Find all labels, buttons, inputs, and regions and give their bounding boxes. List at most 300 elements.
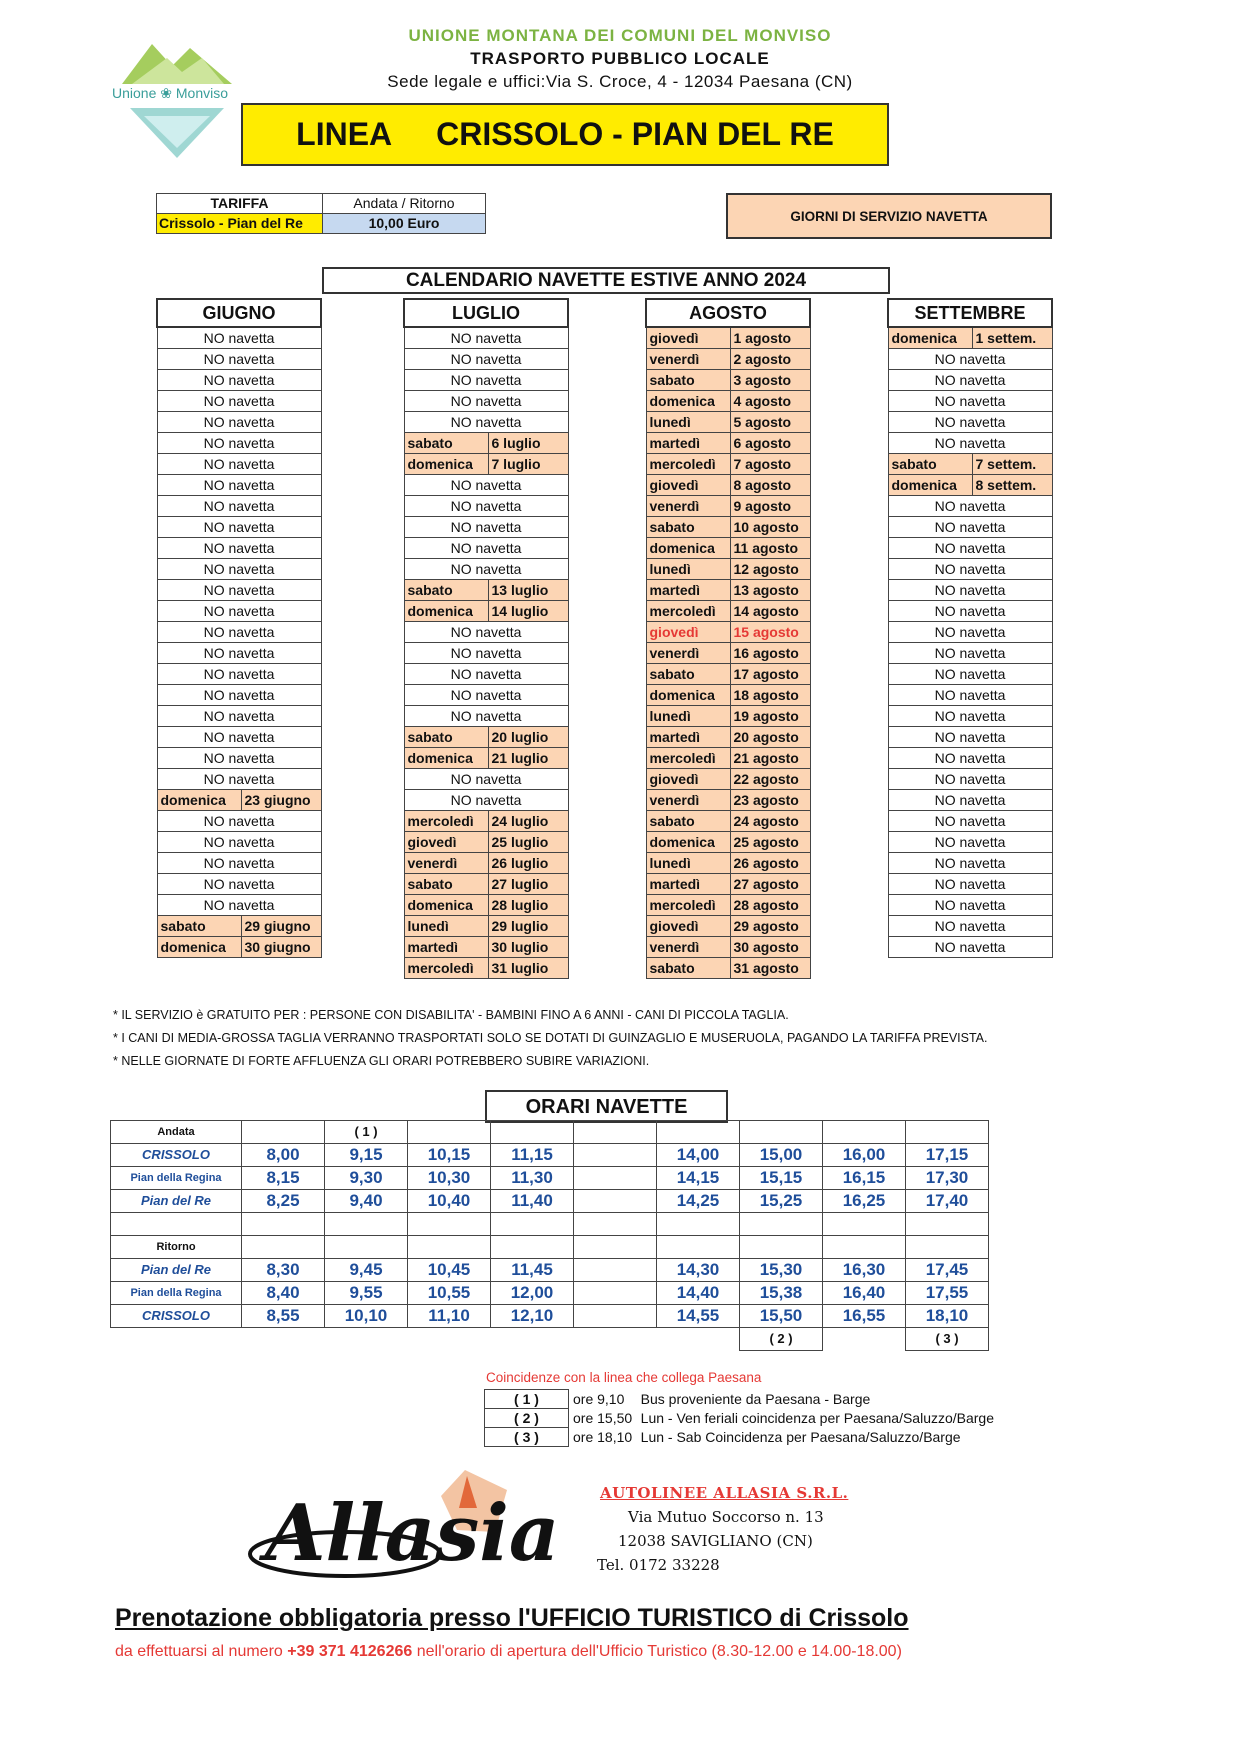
departure-time: 8,55	[242, 1305, 325, 1328]
departure-time: 17,30	[906, 1167, 989, 1190]
calendar-row	[888, 790, 1052, 811]
calendar-row	[404, 349, 568, 370]
weekday-cell: lunedì	[404, 916, 488, 937]
departure-time: 8,30	[242, 1259, 325, 1282]
departure-time: 11,10	[408, 1305, 491, 1328]
calendar-row	[157, 517, 321, 538]
calendar-row	[646, 895, 810, 916]
weekday-cell: martedì	[646, 433, 730, 454]
weekday-cell: domenica	[157, 790, 241, 811]
date-cell: 25 agosto	[730, 832, 810, 853]
calendar-row	[404, 327, 568, 349]
calendar-row	[157, 853, 321, 874]
calendar-row	[646, 580, 810, 601]
calendar-row	[888, 874, 1052, 895]
date-cell: 17 agosto	[730, 664, 810, 685]
calendar-row	[157, 937, 321, 958]
departure-time: 14,25	[657, 1190, 740, 1213]
connection-mark	[906, 1121, 989, 1144]
empty-cell	[657, 1236, 740, 1259]
empty-cell	[823, 1236, 906, 1259]
no-service-cell: NO navetta	[404, 517, 568, 538]
date-cell: 10 agosto	[730, 517, 810, 538]
union-logo	[112, 36, 242, 158]
calendar-row	[646, 853, 810, 874]
calendar-row	[888, 349, 1052, 370]
month-table	[887, 298, 1053, 958]
calendar-row	[646, 643, 810, 664]
weekday-cell: venerdì	[404, 853, 488, 874]
direction-label: Ritorno	[111, 1236, 242, 1259]
connection-mark: ( 1 )	[325, 1121, 408, 1144]
stop-name: Pian della Regina	[111, 1282, 242, 1305]
calendar-row	[888, 454, 1052, 475]
calendar-row	[157, 727, 321, 748]
calendar-row	[646, 559, 810, 580]
calendar-row	[646, 622, 810, 643]
date-cell: 8 settem.	[972, 475, 1052, 496]
date-cell: 23 agosto	[730, 790, 810, 811]
no-service-cell: NO navetta	[157, 895, 321, 916]
date-cell: 13 agosto	[730, 580, 810, 601]
departure-time: 9,30	[325, 1167, 408, 1190]
calendar-row	[888, 685, 1052, 706]
no-service-cell: NO navetta	[157, 832, 321, 853]
calendar-row	[404, 916, 568, 937]
timetable-marks-row	[111, 1328, 989, 1351]
connection-mark	[657, 1328, 740, 1351]
calendar-row	[646, 769, 810, 790]
calendar-row	[404, 790, 568, 811]
weekday-cell: mercoledì	[646, 454, 730, 475]
calendar-row	[888, 391, 1052, 412]
no-service-cell: NO navetta	[888, 916, 1052, 937]
departure-time: 10,40	[408, 1190, 491, 1213]
date-cell: 1 agosto	[730, 327, 810, 349]
empty-cell	[491, 1236, 574, 1259]
date-cell: 8 agosto	[730, 475, 810, 496]
stop-name: Pian del Re	[111, 1190, 242, 1213]
date-cell: 6 luglio	[488, 433, 568, 454]
departure-time: 16,55	[823, 1305, 906, 1328]
calendar-row	[404, 559, 568, 580]
calendar-row	[888, 433, 1052, 454]
calendar-row	[646, 517, 810, 538]
departure-time: 10,15	[408, 1144, 491, 1167]
calendar-row	[157, 496, 321, 517]
calendar-row	[404, 811, 568, 832]
month-header: LUGLIO	[404, 299, 568, 327]
connection-mark	[242, 1121, 325, 1144]
org-subtitle: TRASPORTO PUBBLICO LOCALE	[470, 49, 770, 68]
direction-label: Andata	[111, 1121, 242, 1144]
departure-time: 16,40	[823, 1282, 906, 1305]
date-cell: 14 luglio	[488, 601, 568, 622]
calendar-row	[888, 412, 1052, 433]
date-cell: 28 luglio	[488, 895, 568, 916]
empty-cell	[111, 1213, 242, 1236]
departure-time: 11,40	[491, 1190, 574, 1213]
company-phone: Tel. 0172 33228	[597, 1556, 720, 1574]
calendar-row	[404, 769, 568, 790]
connection-mark	[325, 1328, 408, 1351]
no-service-cell: NO navetta	[404, 327, 568, 349]
no-service-cell: NO navetta	[404, 412, 568, 433]
weekday-cell: venerdì	[646, 937, 730, 958]
tariff-direction-header: Andata / Ritorno	[323, 194, 486, 214]
weekday-cell: domenica	[404, 601, 488, 622]
date-cell: 1 settem.	[972, 327, 1052, 349]
calendar-row	[646, 454, 810, 475]
calendar-row	[646, 370, 810, 391]
departure-time	[574, 1282, 657, 1305]
calendar-row	[404, 475, 568, 496]
spacer-row	[111, 1213, 989, 1236]
departure-time: 11,30	[491, 1167, 574, 1190]
calendar-row	[157, 538, 321, 559]
calendar-row	[404, 454, 568, 475]
date-cell: 12 agosto	[730, 559, 810, 580]
no-service-cell: NO navetta	[157, 706, 321, 727]
calendar-row	[646, 601, 810, 622]
no-service-cell: NO navetta	[404, 664, 568, 685]
weekday-cell: lunedì	[646, 559, 730, 580]
weekday-cell: sabato	[404, 433, 488, 454]
departure-time: 18,10	[906, 1305, 989, 1328]
company-city: 12038 SAVIGLIANO (CN)	[618, 1532, 813, 1550]
no-service-cell: NO navetta	[157, 475, 321, 496]
departure-time: 14,00	[657, 1144, 740, 1167]
calendar-row	[157, 685, 321, 706]
calendar-row	[404, 433, 568, 454]
connection-mark	[823, 1328, 906, 1351]
departure-time: 8,25	[242, 1190, 325, 1213]
month-table	[156, 298, 322, 958]
no-service-cell: NO navetta	[888, 580, 1052, 601]
weekday-cell: giovedì	[646, 769, 730, 790]
timetable-row	[111, 1144, 989, 1167]
empty-cell	[574, 1236, 657, 1259]
calendar-row	[404, 895, 568, 916]
calendar-row	[888, 832, 1052, 853]
no-service-cell: NO navetta	[888, 811, 1052, 832]
no-service-cell: NO navetta	[157, 454, 321, 475]
calendar-row	[646, 811, 810, 832]
no-service-cell: NO navetta	[404, 643, 568, 664]
calendar-row	[888, 601, 1052, 622]
month-table	[403, 298, 569, 979]
date-cell: 29 luglio	[488, 916, 568, 937]
date-cell: 11 agosto	[730, 538, 810, 559]
calendar-row	[646, 664, 810, 685]
connections-title: Coincidenze con la linea che collega Paesana	[486, 1370, 762, 1385]
timetable-row	[111, 1167, 989, 1190]
date-cell: 15 agosto	[730, 622, 810, 643]
calendar-row	[646, 832, 810, 853]
departure-time	[574, 1190, 657, 1213]
calendar-row	[157, 790, 321, 811]
departure-time: 9,45	[325, 1259, 408, 1282]
no-service-cell: NO navetta	[157, 622, 321, 643]
weekday-cell: venerdì	[646, 349, 730, 370]
empty-cell	[111, 1328, 242, 1351]
no-service-cell: NO navetta	[404, 496, 568, 517]
calendar-row	[157, 391, 321, 412]
weekday-cell: mercoledì	[646, 601, 730, 622]
connection-mark	[574, 1328, 657, 1351]
no-service-cell: NO navetta	[404, 790, 568, 811]
departure-time: 12,00	[491, 1282, 574, 1305]
calendar-row	[888, 496, 1052, 517]
timetable-header-row	[111, 1236, 989, 1259]
no-service-cell: NO navetta	[157, 391, 321, 412]
weekday-cell: sabato	[404, 874, 488, 895]
notes	[113, 1004, 988, 1073]
booking-pre: da effettuarsi al numero	[115, 1643, 288, 1660]
timetable-row	[111, 1282, 989, 1305]
connections-table	[484, 1389, 999, 1447]
empty-cell	[242, 1236, 325, 1259]
calendar-row	[404, 622, 568, 643]
stop-name: Pian della Regina	[111, 1167, 242, 1190]
date-cell: 31 luglio	[488, 958, 568, 979]
departure-time: 15,00	[740, 1144, 823, 1167]
date-cell: 5 agosto	[730, 412, 810, 433]
no-service-cell: NO navetta	[888, 853, 1052, 874]
date-cell: 29 giugno	[241, 916, 321, 937]
empty-cell	[325, 1213, 408, 1236]
calendar-row	[157, 832, 321, 853]
weekday-cell: lunedì	[646, 412, 730, 433]
date-cell: 30 giugno	[241, 937, 321, 958]
calendar-row	[157, 811, 321, 832]
empty-cell	[740, 1236, 823, 1259]
date-cell: 7 settem.	[972, 454, 1052, 475]
note: * IL SERVIZIO è GRATUITO PER : PERSONE CON DISABILITA' - BAMBINI FINO A 6 ANNI - CANI DI PICCOLA TAGLIA.	[113, 1008, 789, 1022]
calendar-row	[157, 412, 321, 433]
company-name: AUTOLINEE ALLASIA S.R.L.	[600, 1484, 849, 1502]
departure-time: 10,45	[408, 1259, 491, 1282]
calendar-row	[404, 748, 568, 769]
no-service-cell: NO navetta	[404, 475, 568, 496]
calendar-row	[646, 685, 810, 706]
calendar-row	[646, 391, 810, 412]
connection-desc: Bus proveniente da Paesana - Barge	[640, 1391, 871, 1407]
calendar-row	[157, 475, 321, 496]
date-cell: 24 luglio	[488, 811, 568, 832]
calendar-row	[404, 853, 568, 874]
weekday-cell: domenica	[646, 832, 730, 853]
calendar-row	[888, 895, 1052, 916]
calendar-row	[157, 664, 321, 685]
departure-time: 15,50	[740, 1305, 823, 1328]
calendar-row	[888, 475, 1052, 496]
departure-time: 9,55	[325, 1282, 408, 1305]
no-service-cell: NO navetta	[888, 601, 1052, 622]
calendar-row	[888, 643, 1052, 664]
booking-title: Prenotazione obbligatoria presso l'UFFICIO TURISTICO di Crissolo	[115, 1604, 909, 1632]
line-title-box	[241, 103, 889, 166]
departure-time: 17,40	[906, 1190, 989, 1213]
calendar-row	[646, 937, 810, 958]
date-cell: 20 luglio	[488, 727, 568, 748]
timetable-title: ORARI NAVETTE	[485, 1090, 728, 1123]
service-days-box: GIORNI DI SERVIZIO NAVETTA	[726, 193, 1052, 239]
weekday-cell: domenica	[888, 327, 972, 349]
month-header: AGOSTO	[646, 299, 810, 327]
timetable-header-row	[111, 1121, 989, 1144]
weekday-cell: giovedì	[646, 622, 730, 643]
no-service-cell: NO navetta	[404, 706, 568, 727]
booking-phone[interactable]: +39 371 4126266	[287, 1643, 413, 1660]
date-cell: 31 agosto	[730, 958, 810, 979]
booking-post: nell'orario di apertura dell'Ufficio Turistico (8.30-12.00 e 14.00-18.00)	[412, 1643, 902, 1660]
calendar-row	[157, 454, 321, 475]
date-cell: 22 agosto	[730, 769, 810, 790]
departure-time	[574, 1259, 657, 1282]
connection-mark	[242, 1328, 325, 1351]
calendar-row	[888, 853, 1052, 874]
no-service-cell: NO navetta	[157, 433, 321, 454]
date-cell: 30 agosto	[730, 937, 810, 958]
calendar-row	[157, 748, 321, 769]
connection-mark: ( 2 )	[740, 1328, 823, 1351]
departure-time: 15,15	[740, 1167, 823, 1190]
calendar-row	[157, 327, 321, 349]
calendar-row	[646, 496, 810, 517]
weekday-cell: martedì	[646, 874, 730, 895]
connection-time: ore 18,10	[573, 1429, 633, 1445]
connection-desc: Lun - Sab Coincidenza per Paesana/Saluzzo/Barge	[640, 1429, 961, 1445]
departure-time	[574, 1167, 657, 1190]
date-cell: 21 agosto	[730, 748, 810, 769]
no-service-cell: NO navetta	[888, 937, 1052, 958]
departure-time: 14,30	[657, 1259, 740, 1282]
date-cell: 4 agosto	[730, 391, 810, 412]
departure-time: 15,30	[740, 1259, 823, 1282]
calendar-row	[404, 643, 568, 664]
calendar-row	[157, 706, 321, 727]
no-service-cell: NO navetta	[157, 349, 321, 370]
departure-time: 8,40	[242, 1282, 325, 1305]
no-service-cell: NO navetta	[404, 370, 568, 391]
stop-name: Pian del Re	[111, 1259, 242, 1282]
no-service-cell: NO navetta	[157, 811, 321, 832]
no-service-cell: NO navetta	[888, 727, 1052, 748]
calendar-row	[404, 601, 568, 622]
weekday-cell: martedì	[646, 727, 730, 748]
calendar-row	[646, 748, 810, 769]
tariff-header: TARIFFA	[157, 194, 323, 214]
calendar-row	[404, 496, 568, 517]
date-cell: 21 luglio	[488, 748, 568, 769]
weekday-cell: martedì	[404, 937, 488, 958]
no-service-cell: NO navetta	[888, 769, 1052, 790]
connection-mark	[657, 1121, 740, 1144]
weekday-cell: domenica	[646, 685, 730, 706]
empty-cell	[491, 1213, 574, 1236]
weekday-cell: giovedì	[646, 916, 730, 937]
empty-cell	[823, 1213, 906, 1236]
calendar-row	[888, 769, 1052, 790]
departure-time: 15,25	[740, 1190, 823, 1213]
org-name: UNIONE MONTANA DEI COMUNI DEL MONVISO	[408, 26, 832, 45]
departure-time: 17,15	[906, 1144, 989, 1167]
calendar-row	[157, 874, 321, 895]
weekday-cell: mercoledì	[404, 958, 488, 979]
weekday-cell: giovedì	[404, 832, 488, 853]
no-service-cell: NO navetta	[888, 895, 1052, 916]
company-address: Via Mutuo Soccorso n. 13	[628, 1508, 824, 1526]
logo-text: Unione ❀ Monviso	[112, 85, 229, 101]
connection-mark	[408, 1328, 491, 1351]
departure-time: 12,10	[491, 1305, 574, 1328]
weekday-cell: sabato	[646, 664, 730, 685]
no-service-cell: NO navetta	[888, 370, 1052, 391]
connection-mark	[491, 1328, 574, 1351]
calendar-row	[888, 748, 1052, 769]
weekday-cell: venerdì	[646, 643, 730, 664]
date-cell: 29 agosto	[730, 916, 810, 937]
date-cell: 7 agosto	[730, 454, 810, 475]
weekday-cell: sabato	[404, 727, 488, 748]
departure-time	[574, 1305, 657, 1328]
departure-time: 11,45	[491, 1259, 574, 1282]
calendar-row	[646, 790, 810, 811]
connection-mark	[740, 1121, 823, 1144]
no-service-cell: NO navetta	[157, 538, 321, 559]
departure-time: 17,55	[906, 1282, 989, 1305]
tariff-route: Crissolo - Pian del Re	[157, 214, 323, 234]
calendar-row	[404, 580, 568, 601]
calendar-row	[404, 664, 568, 685]
calendar-row	[404, 685, 568, 706]
empty-cell	[408, 1236, 491, 1259]
timetable-row	[111, 1259, 989, 1282]
calendar-row	[646, 327, 810, 349]
stop-name: CRISSOLO	[111, 1305, 242, 1328]
calendar-row	[646, 412, 810, 433]
empty-cell	[657, 1213, 740, 1236]
calendar-row	[888, 811, 1052, 832]
no-service-cell: NO navetta	[888, 706, 1052, 727]
no-service-cell: NO navetta	[888, 664, 1052, 685]
connection-row	[485, 1409, 999, 1428]
month-table	[645, 298, 811, 979]
no-service-cell: NO navetta	[404, 769, 568, 790]
departure-time	[574, 1144, 657, 1167]
connection-mark	[823, 1121, 906, 1144]
weekday-cell: martedì	[646, 580, 730, 601]
departure-time: 14,55	[657, 1305, 740, 1328]
departure-time: 8,00	[242, 1144, 325, 1167]
no-service-cell: NO navetta	[888, 349, 1052, 370]
calendar-row	[888, 706, 1052, 727]
empty-cell	[906, 1236, 989, 1259]
no-service-cell: NO navetta	[157, 496, 321, 517]
date-cell: 27 agosto	[730, 874, 810, 895]
timetable-row	[111, 1190, 989, 1213]
date-cell: 3 agosto	[730, 370, 810, 391]
no-service-cell: NO navetta	[157, 580, 321, 601]
weekday-cell: domenica	[404, 748, 488, 769]
weekday-cell: sabato	[646, 370, 730, 391]
connection-key: ( 1 )	[485, 1390, 569, 1409]
calendar-row	[646, 874, 810, 895]
departure-time: 9,15	[325, 1144, 408, 1167]
date-cell: 30 luglio	[488, 937, 568, 958]
connection-mark: ( 3 )	[906, 1328, 989, 1351]
